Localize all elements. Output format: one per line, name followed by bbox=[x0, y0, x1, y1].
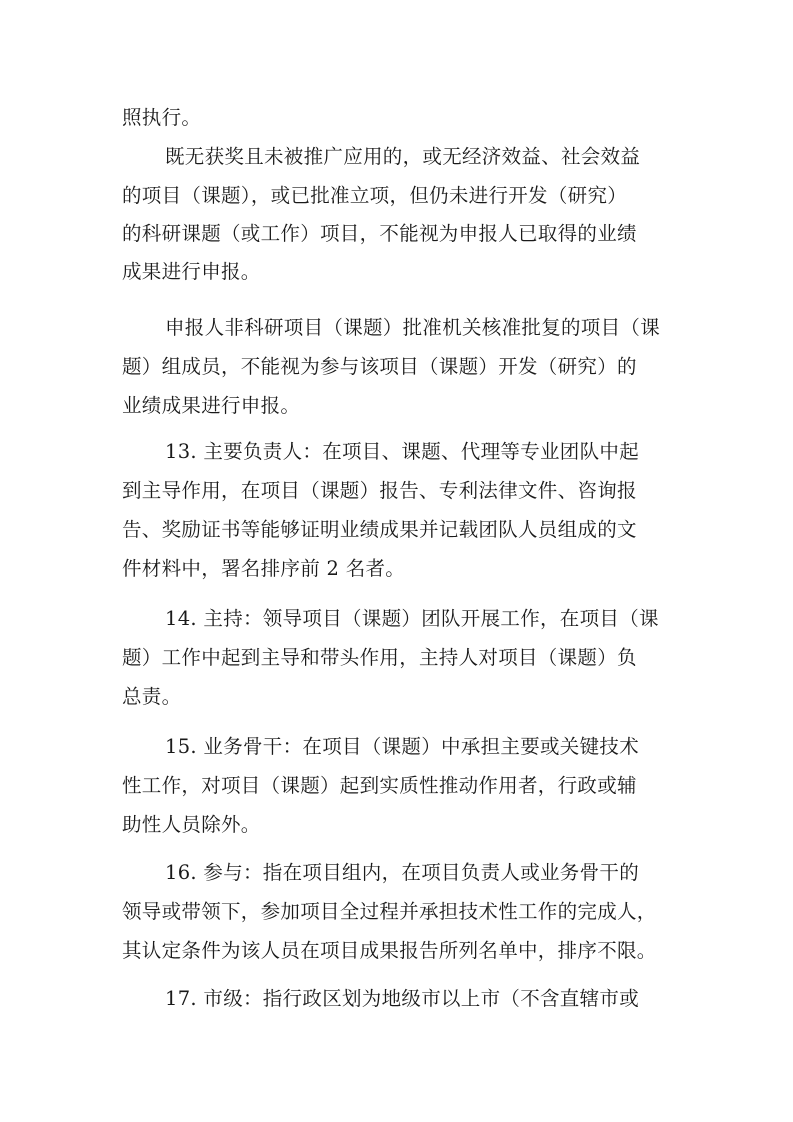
paragraph-first-line: 既无获奖且未被推广应用的，或无经济效益、社会效益 bbox=[165, 145, 641, 168]
text-line: 其认定条件为该人员在项目成果报告所列名单中，排序不限。 bbox=[122, 939, 657, 962]
paragraph-first-line: 14. 主持：领导项目（课题）团队开展工作，在项目（课 bbox=[165, 607, 659, 630]
paragraph-first-line: 17. 市级：指行政区划为地级市以上市（不含直辖市或 bbox=[165, 987, 640, 1010]
text-line: 助性人员除外。 bbox=[122, 813, 261, 836]
text-line: 题）工作中起到主导和带头作用，主持人对项目（课题）负 bbox=[122, 646, 637, 669]
text-line: 的项目（课题），或已批准立项，但仍未进行开发（研究） bbox=[122, 184, 628, 207]
text-line: 总责。 bbox=[122, 685, 182, 708]
text-line: 性工作，对项目（课题）起到实质性推动作用者，行政或辅 bbox=[122, 774, 637, 797]
text-line: 照执行。 bbox=[122, 106, 202, 129]
text-line: 的科研课题（或工作）项目，不能视为申报人已取得的业绩 bbox=[122, 222, 637, 245]
text-line: 业绩成果进行申报。 bbox=[122, 394, 301, 417]
paragraph-first-line: 13. 主要负责人：在项目、课题、代理等专业团队中起 bbox=[165, 440, 640, 463]
paragraph-first-line: 16. 参与：指在项目组内，在项目负责人或业务骨干的 bbox=[165, 861, 640, 884]
text-line: 题）组成员，不能视为参与该项目（课题）开发（研究）的 bbox=[122, 355, 637, 378]
text-line: 领导或带领下，参加项目全过程并承担技术性工作的完成人， bbox=[122, 900, 657, 923]
paragraph-first-line: 15. 业务骨干：在项目（课题）中承担主要或关键技术 bbox=[165, 735, 640, 758]
text-line: 件材料中，署名排序前 2 名者。 bbox=[122, 557, 406, 580]
paragraph-first-line: 申报人非科研项目（课题）批准机关核准批复的项目（课 bbox=[165, 316, 661, 339]
text-line: 到主导作用，在项目（课题）报告、专利法律文件、咨询报 bbox=[122, 479, 637, 502]
text-line: 告、奖励证书等能够证明业绩成果并记载团队人员组成的文 bbox=[122, 518, 637, 541]
text-line: 成果进行申报。 bbox=[122, 260, 261, 283]
